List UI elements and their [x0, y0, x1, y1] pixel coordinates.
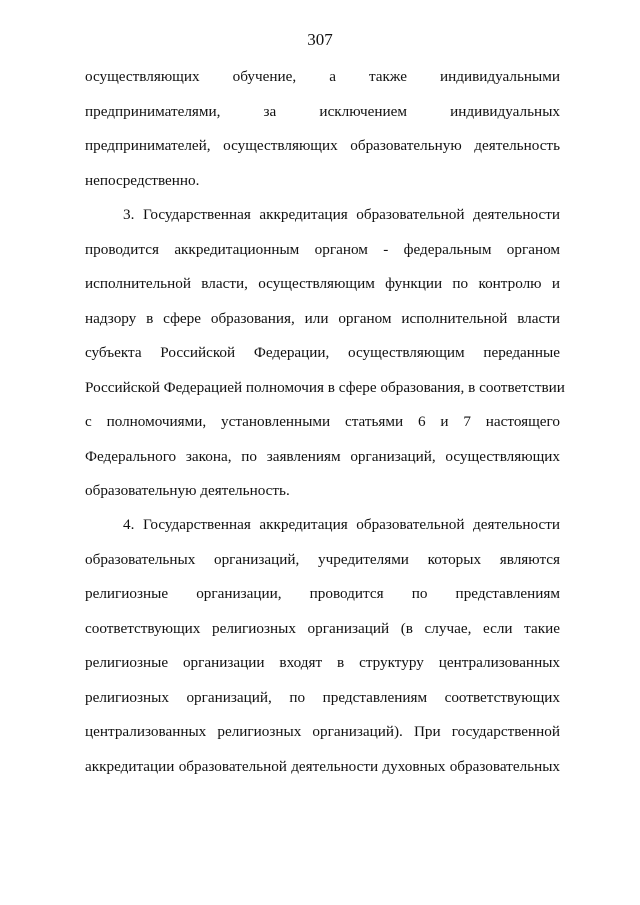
text-line: предпринимателями, за исключением индивидуальных [85, 102, 560, 120]
text-line: образовательную деятельность. [85, 482, 290, 499]
text-line: аккредитации образовательной деятельности духовных образовательных [85, 757, 560, 775]
text-line: надзору в сфере образования, или органом исполнительной власти [85, 309, 560, 327]
text-line: Российской Федерацией полномочия в сфере образования, в соответствии [85, 378, 565, 396]
text-line: образовательных организаций, учредителями которых являются [85, 550, 560, 568]
page-number: 307 [307, 30, 333, 49]
text-line: предпринимателей, осуществляющих образовательную деятельность [85, 137, 560, 154]
paragraph-item-4 [85, 508, 560, 784]
text-line: религиозные организации входят в структуру централизованных [85, 654, 560, 671]
text-line: 4. Государственная аккредитация образовательной деятельности [123, 516, 560, 533]
text-line: религиозные организации, проводится по представлениям [85, 585, 560, 602]
text-line: централизованных религиозных организаций). При государственной [85, 723, 560, 740]
text-line: осуществляющих обучение, а также индивидуальными [85, 68, 560, 85]
text-line: субъекта Российской Федерации, осуществляющим переданные [85, 344, 560, 361]
text-line: 3. Государственная аккредитация образовательной деятельности [123, 206, 560, 223]
text-line: проводится аккредитационным органом - федеральным органом [85, 240, 560, 258]
paragraph-continuation [85, 60, 560, 198]
text-line: Федерального закона, по заявлениям организаций, осуществляющих [85, 447, 560, 465]
paragraph-item-3 [85, 198, 565, 509]
text-line: соответствующих религиозных организаций (в случае, если такие [85, 619, 560, 637]
text-line: религиозных организаций, по представлениям соответствующих [85, 688, 560, 706]
text-line: с полномочиями, установленными статьями 6 и 7 настоящего [85, 413, 560, 430]
text-line: исполнительной власти, осуществляющим функции по контролю и [85, 275, 560, 292]
text-line: непосредственно. [85, 171, 200, 189]
